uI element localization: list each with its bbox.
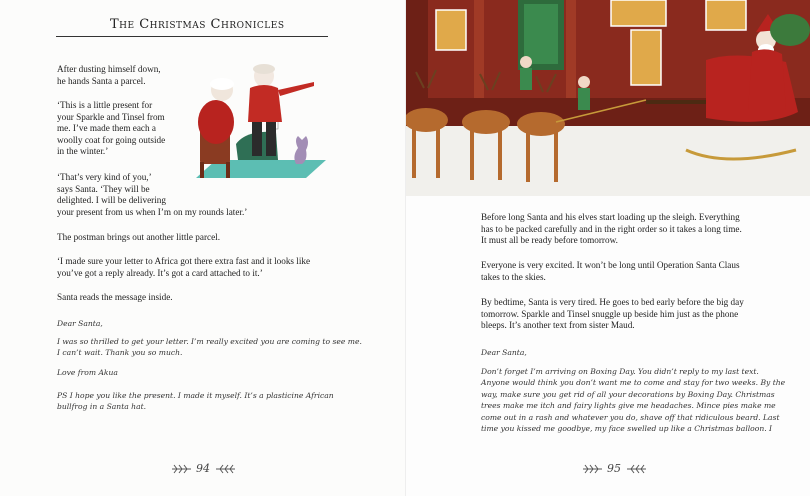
text-line: woolly coat for going outside <box>57 134 166 145</box>
page-number: 94 <box>196 462 210 475</box>
letter-body <box>57 336 362 359</box>
text-line: takes to the skies. <box>481 271 546 282</box>
text-line: has to be packed carefully and in the right order so it takes a long time. <box>481 223 742 234</box>
text-line: Before long Santa and his elves start loading up the sleigh. Everything <box>481 212 740 222</box>
text-line: I can’t wait. Thank you so much. <box>57 348 183 358</box>
paragraph-bedtime <box>481 297 781 332</box>
holly-sprig-icon <box>171 463 193 475</box>
text-line: ‘I made sure your letter to Africa got there extra fast and it looks like <box>57 256 311 266</box>
text-line: your Sparkle and Tinsel from <box>57 111 165 122</box>
page-number: 95 <box>607 462 621 475</box>
text-line: way, make sure you get rid of all your decorations by Boxing Day. Christmas <box>481 389 775 399</box>
page-footer <box>163 462 243 475</box>
text-line: delighted. I will be delivering <box>57 195 166 206</box>
cat <box>294 136 308 164</box>
page-footer <box>574 462 654 475</box>
text-line: you’ve got a reply already. It’s got a card attached to it.’ <box>57 267 263 278</box>
snow-ground <box>406 126 810 196</box>
paragraph-quote-present <box>57 100 165 158</box>
paragraph-postman: The postman brings out another little parcel. <box>57 232 221 242</box>
running-title: The Christmas Chronicles <box>110 17 285 32</box>
holly-sprig-icon <box>214 463 236 475</box>
gift-sack <box>770 14 810 46</box>
text-line: Anyone would think you don’t want me to come and stay for two weeks. By the <box>481 378 786 388</box>
letter-postscript <box>57 390 334 413</box>
elf <box>520 56 532 68</box>
text-line: says Santa. ‘They will be <box>57 183 150 194</box>
text-line: come out in a rash and whatever you do, shave off that ridiculous beard. Last <box>481 412 780 422</box>
text-line: trees make me itch and fairy lights give me headaches. Mince pies make me <box>481 401 776 411</box>
paragraph-intro <box>57 64 161 87</box>
title-rule <box>56 36 328 37</box>
letter-greeting: Dear Santa, <box>481 348 527 357</box>
paragraph-excited <box>481 260 781 283</box>
paragraph-reads: Santa reads the message inside. <box>57 292 173 302</box>
postman-body <box>248 85 282 122</box>
text-line: me. I’ve made them each a <box>57 123 156 134</box>
illustration-sleigh-loading <box>406 0 810 196</box>
text-line: bullfrog in a Santa hat. <box>57 402 147 412</box>
text-line: I was so thrilled to get your letter. I’m really excited you are coming to see me. <box>57 337 362 346</box>
illustration-santa-postman <box>186 60 336 190</box>
text-line: ‘This is a little present for <box>57 100 153 110</box>
paragraph-loading-sleigh <box>481 212 781 247</box>
text-line: Everyone is very excited. It won’t be long until Operation Santa Claus <box>481 260 740 270</box>
text-line: in the winter.’ <box>57 146 109 157</box>
letter-body <box>481 366 801 434</box>
text-line: your present from us when I’m on my rounds later.’ <box>57 206 248 217</box>
text-line: ‘That’s very kind of you,’ <box>57 172 152 182</box>
text-line: Don’t forget I’m arriving on Boxing Day. You didn’t reply to my last text. <box>481 367 759 376</box>
elf <box>578 76 590 88</box>
text-line: By bedtime, Santa is very tired. He goes to bed early before the big day <box>481 297 744 307</box>
holly-sprig-icon <box>625 463 647 475</box>
letter-signoff: Love from Akua <box>57 368 118 377</box>
text-line: he hands Santa a parcel. <box>57 75 146 86</box>
window <box>611 0 666 26</box>
text-line: bleeps. It’s another text from sister Maud. <box>481 320 635 331</box>
paragraph-quote-letter <box>57 256 310 279</box>
santa-body <box>198 100 234 144</box>
right-page <box>405 0 810 496</box>
letter-greeting: Dear Santa, <box>57 319 103 328</box>
text-line: After dusting himself down, <box>57 64 161 74</box>
text-line: PS I hope you like the present. I made it myself. It’s a plasticine African <box>57 391 334 400</box>
text-line: time you kissed me goodbye, my face swelled up like a Christmas balloon. I <box>481 424 773 434</box>
holly-sprig-icon <box>582 463 604 475</box>
text-line: It must all be ready before tomorrow. <box>481 235 618 246</box>
text-line: tomorrow. Sparkle and Tinsel snuggle up beside him just as the phone <box>481 308 739 319</box>
